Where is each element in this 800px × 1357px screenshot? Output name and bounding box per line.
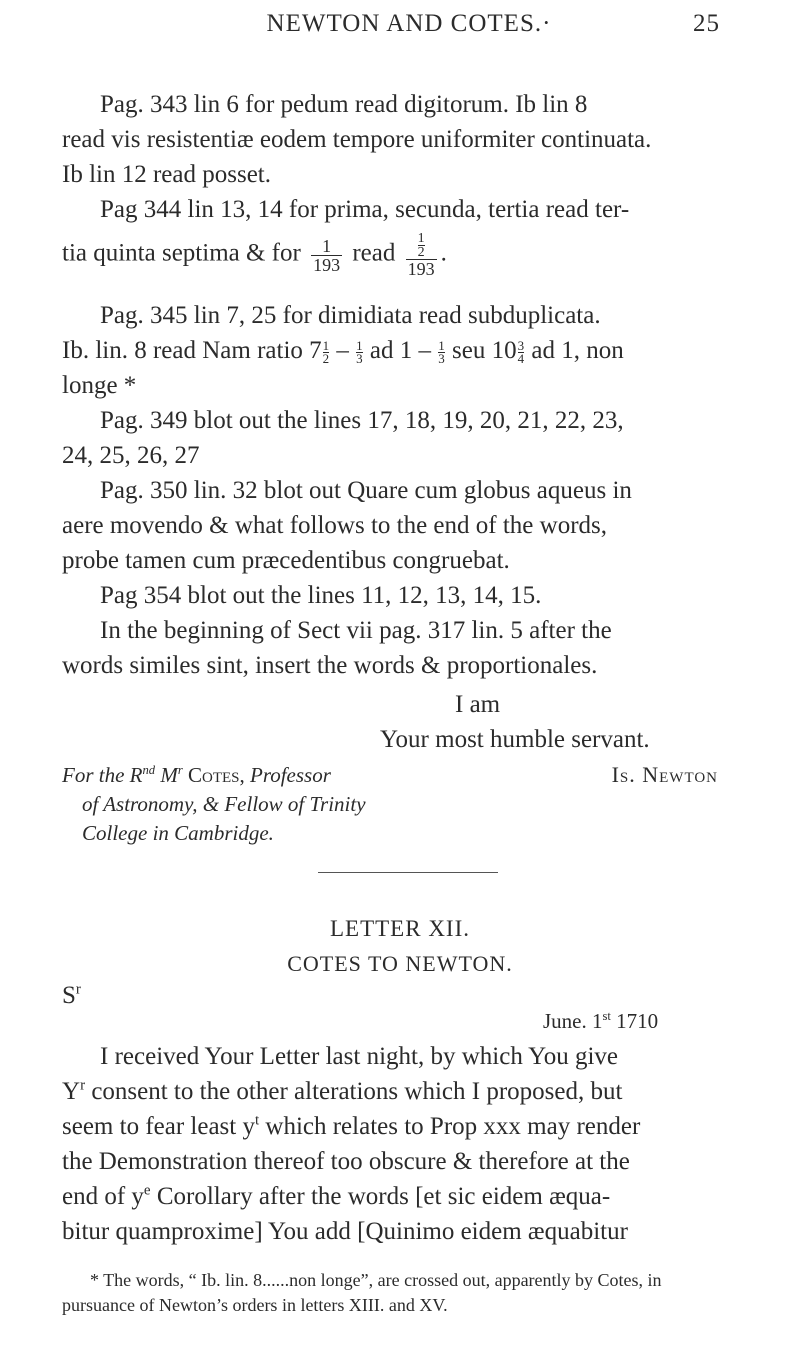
text-line: bitur quamproxime] You add [Quinimo eidem æquabitur (62, 1218, 628, 1245)
fraction-denominator: 3 (356, 350, 363, 366)
text-line-with-fractions (62, 232, 447, 278)
text-line: probe tamen cum præcedentibus congruebat. (62, 547, 510, 574)
salutation (62, 979, 81, 1013)
text-line (62, 1180, 610, 1214)
page-header (98, 10, 720, 50)
closing-line: I am (455, 691, 501, 718)
text-fragment: For the R (62, 763, 143, 787)
text-fragment: . (440, 239, 447, 267)
text-line: words similes sint, insert the words & proportionales. (62, 652, 598, 679)
text-line: Pag. 343 lin 6 for pedum read digitorum. Ib lin 8 (100, 91, 588, 118)
footnote-line: * The words, “ Ib. lin. 8......non longe”, are crossed out, apparently by Cotes, in (90, 1270, 662, 1290)
fraction-denominator: 2 (322, 350, 330, 366)
text-fragment: ad 1 – (369, 337, 432, 364)
text-line: Pag 344 lin 13, 14 for prima, secunda, tertia read ter- (100, 196, 630, 223)
text-line: the Demonstration thereof too obscure & therefore at the (62, 1148, 630, 1175)
running-title: NEWTON AND COTES.· (266, 10, 552, 37)
nested-numerator: 1 (417, 231, 425, 246)
fraction (438, 337, 445, 366)
signature: Is. Newton (611, 762, 718, 787)
fraction-denominator: 4 (517, 350, 525, 366)
text-fragment: seu 10 (452, 337, 517, 364)
section-divider (318, 872, 498, 873)
closing-line: Your most humble servant. (380, 726, 650, 753)
text-fragment: M (155, 763, 178, 787)
address-line: of Astronomy, & Fellow of Trinity (82, 792, 366, 816)
text-fragment: S (62, 982, 76, 1009)
text-fragment: consent to the other alterations which I proposed, but (85, 1078, 623, 1105)
text-line (62, 1110, 640, 1144)
superscript: t (254, 1112, 260, 1129)
fraction (406, 232, 437, 278)
letter-heading: LETTER XII. (329, 916, 470, 941)
letter-date (543, 1004, 658, 1038)
fraction-numerator: 1 (311, 237, 342, 256)
letter-subheading: COTES TO NEWTON. (287, 951, 513, 976)
nested-denominator: 2 (417, 245, 425, 260)
page-number: 25 (693, 10, 720, 37)
text-line: aere movendo & what follows to the end of the words, (62, 512, 608, 539)
fraction-numerator (406, 232, 437, 260)
text-fragment: Professor (244, 763, 331, 787)
superscript: r (177, 763, 183, 777)
address-line (62, 761, 331, 790)
text-line-with-fractions (62, 334, 624, 368)
text-fragment: Corollary after the words [et sic eidem æqua- (150, 1183, 611, 1210)
text-fragment: Y (62, 1078, 81, 1105)
text-fragment: June. 1 (543, 1009, 603, 1033)
text-line: longe * (62, 372, 137, 399)
text-fragment: Ib. lin. 8 read Nam ratio 7 (62, 337, 322, 364)
text-line: Pag. 349 blot out the lines 17, 18, 19, 20, 21, 22, 23, (100, 407, 624, 434)
text-fragment: 1710 (610, 1009, 659, 1033)
text-line: I received Your Letter last night, by which You give (100, 1043, 618, 1070)
fraction (322, 337, 330, 366)
nested-fraction (418, 232, 425, 259)
text-fragment: which relates to Prop xxx may render (259, 1113, 641, 1140)
fraction-numerator: 1 (356, 337, 363, 353)
text-fragment: seem to fear least y (62, 1113, 255, 1140)
fraction-numerator: 1 (438, 337, 445, 353)
address-line: College in Cambridge. (82, 821, 274, 845)
text-fragment: ad 1, non (531, 337, 624, 364)
text-fragment: – (336, 337, 349, 364)
superscript: e (143, 1182, 151, 1199)
text-fragment: read (352, 239, 396, 267)
fraction-numerator: 3 (517, 337, 525, 353)
text-line: read vis resistentiæ eodem tempore uniformiter continuata. (62, 126, 652, 153)
text-line: 24, 25, 26, 27 (62, 442, 200, 469)
text-line: In the beginning of Sect vii pag. 317 lin. 5 after the (100, 617, 612, 644)
superscript: nd (142, 763, 156, 777)
fraction-numerator: 1 (322, 337, 330, 353)
fraction (356, 337, 363, 366)
text-line (62, 1075, 622, 1109)
fraction (517, 337, 525, 366)
superscript: r (80, 1077, 86, 1094)
fraction-denominator: 3 (438, 350, 445, 366)
text-line: Pag. 345 lin 7, 25 for dimidiata read subduplicata. (100, 302, 601, 329)
fraction-denominator: 193 (407, 259, 435, 279)
fraction (311, 237, 342, 274)
footnote-line: pursuance of Newton’s orders in letters XIII. and XV. (62, 1295, 448, 1315)
recipient-name: Cotes, (182, 763, 245, 787)
text-line: Pag 354 blot out the lines 11, 12, 13, 14, 15. (100, 582, 542, 609)
text-fragment: end of y (62, 1183, 144, 1210)
text-line: Pag. 350 lin. 32 blot out Quare cum globus aqueus in (100, 477, 632, 504)
superscript: r (75, 981, 81, 998)
superscript: st (602, 1009, 611, 1023)
text-line: Ib lin 12 read posset. (62, 161, 271, 188)
fraction-denominator: 193 (313, 254, 341, 275)
text-fragment: tia quinta septima & for (62, 239, 301, 267)
